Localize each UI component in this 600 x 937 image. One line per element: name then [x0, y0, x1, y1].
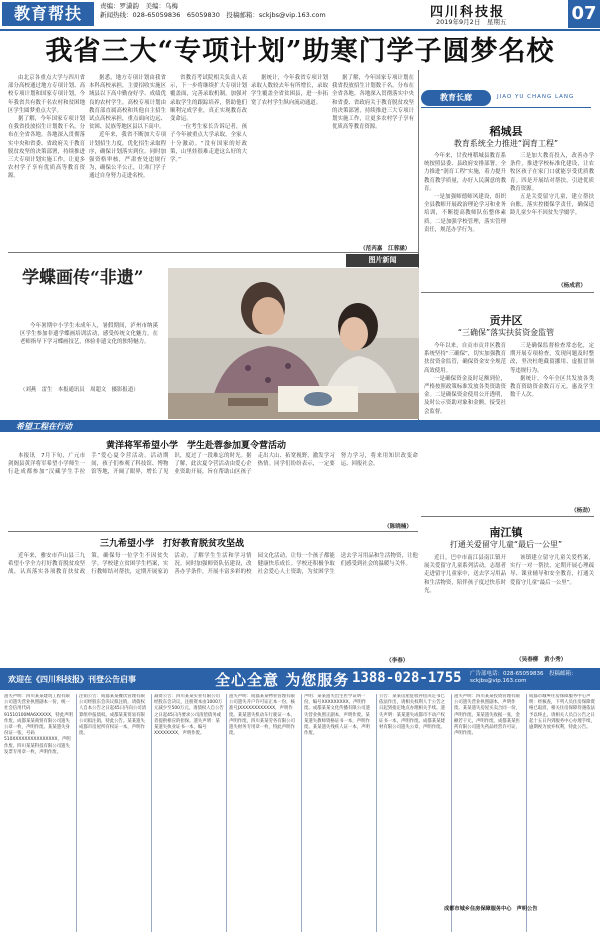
ad-column: 注销公告：成都某某餐饮管理有限公司经股东会决议拟注销，请债权人自本公告之日起45日内向公司清算组申报债权。成都某某贸易有限公司拟注销，特此公告。某某遗失成都市房屋所有权证一本，声明作废。: [79, 694, 147, 737]
daocheng-subtitle: 教育系统全力推进“润育工程”: [453, 139, 559, 148]
classified-ad-banner: [0, 668, 600, 690]
gongjing-title: 贡井区: [489, 314, 523, 327]
masthead: 四川科技报: [430, 5, 506, 20]
feature-byline-box: [20, 386, 158, 410]
ad-column: 遗失声明：四川某某投资管理有限公司遗失营业执照副本，声明作废。某某遗失房屋买卖合同一份，声明作废。某某遗失收据一张，金额若干元，声明作废。成都某某医药有限公司遗失药品经营许可证，声明作废。: [454, 694, 520, 737]
lead-column-2: [89, 74, 166, 250]
ad-column-divider: [526, 694, 527, 932]
lead-paragraph: 据统计，今年我省专项计划录取人数较去年有所增长，录取学生覆盖全省贫困县，进一步拓宽了农村学生纵向流动通道。: [251, 75, 328, 106]
ad-column-divider: [451, 694, 452, 932]
gongjing-byline: （杨劲）: [571, 508, 594, 514]
gongjing-paragraph: 三是确保监督检查常态化，定期开展专项检查，发现问题及时整改，坚决杜绝截留挪用、虚报冒领等违规行为。: [510, 343, 594, 374]
ad-column: 遗失声明：成都某某物业管理有限公司遗失开户许可证正本一份，核准号JXXXXXXXXXXXX，声明作废。某某遗失机动车行驶证一本，声明作废。四川某某劳务有限公司遗失财务专用章一枚，特此声明作废。: [229, 694, 295, 737]
editor-info: [100, 2, 326, 20]
section-band-title: 希望工程在行动: [16, 422, 72, 431]
sanjiu-title: 三九希望小学 打好教育脱贫攻坚战: [100, 539, 245, 549]
sidebar-banner: [421, 90, 591, 106]
page-header: [0, 0, 600, 30]
gongjing-paragraph: 一是确保资金及时足额到位，严格按照政策标准发放各类资助资金。二是确保资金使用公开透明，及时公示资助对象和金额，接受社会监督。: [424, 375, 506, 415]
news-photo: [168, 268, 419, 419]
header-rule: [0, 29, 600, 31]
ad-contact: 广告部电话：028-65059836 投稿邮箱：sckjbs@vip.163.com: [470, 671, 577, 684]
ad-column-divider: [301, 694, 302, 932]
daocheng-byline: （杨成君）: [558, 283, 586, 289]
nanjiang-column-1: [424, 554, 506, 654]
editor-line: 责编：罗潇韵 美编：乌梅: [100, 2, 178, 10]
main-headline: 我省三大“专项计划”助寒门学子圆梦名校: [45, 36, 555, 67]
date-line: 2019年9月2日 星期五: [436, 18, 507, 26]
lead-paragraph: 省教育考试院相关负责人表示，下一步将继续扩大专项计划覆盖面，完善录取机制，加强对录取学生的跟踪培养，帮助他们顺利完成学业，真正实现教育改变命运。: [170, 75, 247, 123]
daocheng-paragraph: 一是加强师德师风建设，组织全县教师开展政治理论学习和业务培训，不断提高教师队伍整体素质。二是加强学校管理，落实管理责任，规范办学行为。: [424, 194, 506, 233]
sidebar-divider: [421, 292, 594, 293]
daocheng-title: 稻城县: [489, 125, 523, 138]
nanjiang-title: 南江镇: [489, 526, 523, 539]
gongjing-subtitle: “三确保”落实扶贫资金监管: [457, 328, 555, 337]
lead-column-5: [332, 74, 414, 242]
ad-column-divider: [76, 694, 77, 932]
feature-caption: [20, 322, 158, 384]
lead-byline: （范芮嘉 江蓉涵）: [360, 246, 411, 252]
ad-phone: 1388-028-1755: [352, 670, 462, 686]
nanjiang-column-2: [510, 554, 594, 654]
ad-column-divider: [151, 694, 152, 932]
ad-column-divider: [226, 694, 227, 932]
gongjing-paragraph: 今年以来，自贡市贡井区教育系统坚持“三确保”，切实加强教育扶贫资金监管，确保资金安全规范高效使用。: [424, 343, 506, 374]
sanjiu-text: 近年来，雅安市芦山县三九希望小学全力打好教育脱贫攻坚战，认真落实各项教育扶贫政策，确保每一位学生不因贫失学。学校建立贫困学生档案，实行教师结对帮扶，定期开展家访活动，了解学生生活和学习情况。同时加强师资队伍建设，改善办学条件，开展丰富多彩的校园文化活动，让每一个孩子都能健康快乐成长。学校还积极争取社会爱心人士资助，为贫困学生送去学习用品和生活物资，让他们感受到社会的温暖与关怀。: [8, 553, 418, 576]
lead-paragraph: 据了解，今年国家专项计划在我省投放招生计划数千名，分布在全省各地。各地深入贯彻落实中央和省委、省政府关于教育脱贫攻坚的决策部署，持续推进三大专项计划实施工作，让更多农村学子享有优质高等教育资源。: [8, 116, 85, 180]
section-band: [0, 420, 600, 432]
lead-column-3: [170, 74, 247, 250]
lead-column-1: [8, 74, 85, 250]
daocheng-paragraph: 今年来，甘孜州稻城县教育系统按照县委、县政府安排部署，全力推进“润育工程”实施，着力提升教育教学质量，办好人民满意的教育。: [424, 153, 506, 192]
huangyang-title: 黄洋将军希望小学 学生赴蓉参加夏令营活动: [106, 441, 287, 451]
ad-footer-notice: 成都市城乡住房保障服务中心 声明公告: [444, 906, 538, 912]
ad-column: 声明：某某遗失出生医学证明一份，编号XXXXXXXXX，声明作废。成都某某文化传播有限公司遗失营业执照正副本，声明作废。某某遗失教师资格证书一本，声明作废。某某遗失残疾人证一本，声明作废。: [304, 694, 370, 737]
nanjiang-paragraph: 近日，巴中市南江县南江镇开展关爱留守儿童系列活动，志愿者走进留守儿童家中，送去学习用品和生活物资，陪伴孩子度过快乐时光。: [424, 555, 506, 594]
huangyang-byline: （陈晓楠）: [384, 524, 412, 530]
huangyang-text: 本报讯 7月下旬，广元市剑阁县黄洋将军希望小学师生一行赴成都参加“汉藏学生手拉手”爱心夏令营活动。活动期间，孩子们参观了科技馆、博物馆等地，开阔了眼界，增长了见识，度过了一段难忘的时光。据了解，此次夏令营活动由爱心企业资助开展，旨在帮助山区孩子走出大山、拓宽视野，激发学习热情。同学们纷纷表示，一定要努力学习，将来用知识改变命运、回报社会。: [8, 453, 418, 476]
article-divider: [8, 531, 418, 532]
feature-title: 学蝶画传“非遗”: [22, 268, 144, 288]
sidebar-banner-pinyin: JIAO YU CHANG LANG: [497, 94, 575, 100]
feature-caption-text: 今年暑期中小学生未成年人，暑假期间，泸州市纳溪区学生参加非遗学蝶画培训活动，感受传统文化魅力，在老师指导下学习蝶画技艺，体验非遗文化的独特魅力。: [20, 323, 158, 345]
nanjiang-subtitle: 打通关爱留守儿童“最后一公里”: [449, 540, 563, 549]
ad-column: 公告：某某房屋征收补偿决定书已依法作出，请相关权利人于公告之日起到指定地点办理相关手续。遗失声明：某某遗失成都市不动产权证书一本，声明作废。成都某某建材有限公司遗失公章，声明作废。: [379, 694, 445, 731]
sanjiu-byline: （李春）: [386, 658, 409, 664]
lead-paragraph: 一位考生家长告诉记者，孩子今年被重点大学录取，全家人十分激动。“没有国家的好政策，山里娃很难走进这么好的大学。”: [170, 124, 247, 164]
sanjiu-body: [8, 552, 418, 656]
phone-line: 新闻热线：028-65059836 65059830 投稿邮箱：sckjbs@vip.163.com: [100, 11, 326, 19]
photo-illustration: [168, 268, 419, 419]
feature-byline: （刘燕 雷生 本报通讯员 周超文 摄影报道）: [20, 387, 139, 393]
section-tag: 教育帮扶: [2, 2, 94, 26]
daocheng-column-1: [424, 152, 506, 282]
lead-paragraph: 据悉，地方专项计划由我省本科高校承担，主要招收实施区域县以下高中勤奋好学、成绩优良的农村学生。高校专项计划由教育部直属高校和其他自主招生试点高校承担，重点面向边远、贫困、民族等地区县以下高中。: [89, 75, 166, 131]
sidebar-banner-label: 教育长廊: [421, 90, 491, 106]
page-number: 07: [568, 0, 600, 28]
daocheng-paragraph: 五是关爱留守儿童，建立帮扶台账，落实控辍保学责任，确保适龄儿童少年不因贫失学辍学。: [510, 194, 594, 217]
section-divider: [8, 252, 418, 253]
nanjiang-byline: （吴春柳 黄小秀）: [516, 657, 567, 663]
huangyang-body: [8, 452, 418, 522]
daocheng-paragraph: 三是加大教育投入，改善办学条件，推进学校标准化建设，让农牧区孩子在家门口就能享受优质教育。四是开展结对帮扶，引进优质教育资源。: [510, 153, 594, 192]
lead-paragraph: 据了解，今年国家专项计划在我省投放招生计划数千名，分布在全省各地。各地深入贯彻落实中央和省委、省政府关于教育脱贫攻坚的决策部署，持续推进三大专项计划实施工作，让更多农村学子享有优质高等教育资源。: [332, 75, 414, 131]
daocheng-column-2: [510, 152, 594, 282]
ad-column-divider: [376, 694, 377, 932]
lead-column-4: [251, 74, 328, 250]
lead-paragraph: 近年来，我省不断加大专项计划招生力度，优化招生录取程序，确保计划落实到位。同时加强资格审核，严肃查处违规行为，确保公平公正，让寒门学子通过自身努力走进名校。: [89, 132, 166, 180]
gongjing-paragraph: 据统计，今年全区共发放各类教育资助资金数百万元，惠及学生数千人次。: [510, 375, 594, 399]
ad-lead: 欢迎在《四川科技报》刊登公告启事: [8, 675, 136, 684]
photo-news-label: 图片新闻: [346, 254, 419, 267]
nanjiang-paragraph: 该镇建立留守儿童关爱档案，实行一对一帮扶，定期开展心理疏导、课业辅导和安全教育，打通关爱留守儿童“最后一公里”。: [510, 555, 594, 586]
sidebar-divider: [421, 516, 594, 517]
ad-column: 成都市城乡住房保障服务中心声明：经核查，下列人员住房保障资格已取消，相关住房保障待遇依法予以终止。请相关人员自公告之日起十五日内到服务中心办理手续，逾期视为放弃权利，特此公告。: [529, 694, 595, 731]
ad-column: 遗失声明：四川某某建筑工程有限公司遗失营业执照副本一份，统一社会信用代码91510100MA6XXXXX，特此声明作废。成都某某商贸有限公司遗失公章一枚，声明作废。某某遗失身份证一张，号码510XXXXXXXXXXXXXXX，声明作废。四川某某科技有限公司遗失发票专用章一枚，声明作废。: [4, 694, 73, 755]
ad-slogan: 全心全意 为您服务: [215, 671, 350, 689]
feature-caption-box: [12, 258, 164, 418]
lead-paragraph: 由北京各重点大学与四川省部分高校通过地方专项计划、高校专项计划和国家专项计划，今年我省共有数千名农村和贫困地区学生圆梦重点大学。: [8, 75, 85, 114]
sidebar-banner-rule: [421, 107, 591, 108]
ad-column: 减资公告：四川某某实业有限公司经股东会决议，注册资本由1000万元减少至500万元，请债权人自公告之日起45日内要求公司清偿债务或者提供相应的担保。遗失声明：某某遗失执业证书一本，编号XXXXXXXX，声明作废。: [154, 694, 224, 737]
